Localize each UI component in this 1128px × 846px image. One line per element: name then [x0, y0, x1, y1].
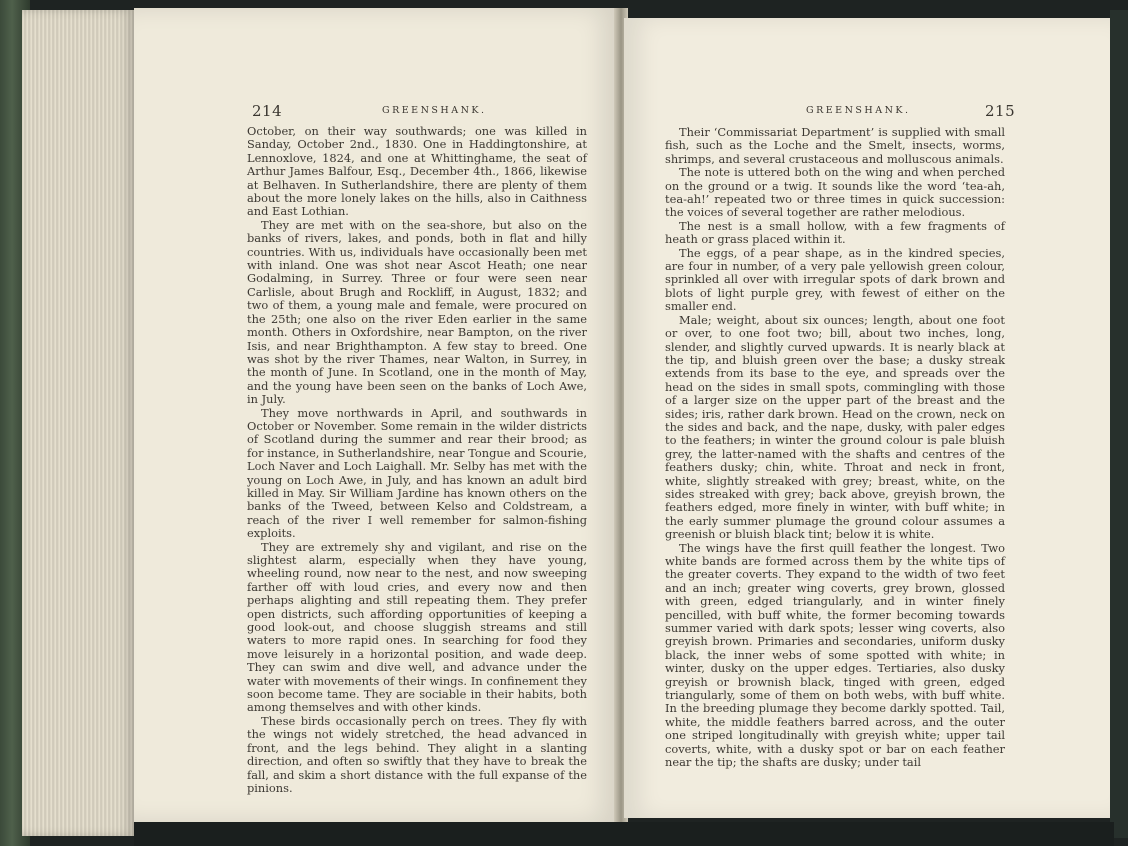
paragraph: They move northwards in April, and southwards in October or November. Some remain in the wilder districts of Scotland during the summer and rear their brood; as for instance, in Sutherlandshire, near Tongue and Scourie, Loch Naver and Loch Laighall. Mr. Selby has met with the young on Loch Awe, in July, and has known an adult bird killed in May. Sir William Jardine has known others on the banks of the Tweed, between Kelso and Coldstream, a reach of the river I well remember for salmon-fishing exploits. [247, 405, 587, 541]
paragraph: The wings have the first quill feather the longest. Two white bands are formed across them by the white tips of the greater coverts. They expand to the width of two feet and an inch; greater wing coverts, grey brown, glossed with green, edged triangularly, and in winter finely pencilled, with buff white, the former becoming towards summer varied with dark spots; lesser wing coverts, also greyish brown. Primaries and secondaries, uniform dusky black, the inner webs of some spotted with white; in winter, dusky on the upper edges. Tertiaries, also dusky greyish or brownish black, tinged with green, edged triangularly, some of them on both webs, with buff white. In the breeding plumage they become darkly spotted. Tail, white, the middle feathers barred across, and the outer one striped longitudinally with greyish white; upper tail coverts, white, with a dusky spot or bar on each feather near the tip; the shafts are dusky; under tail [665, 540, 1005, 770]
paragraph: The eggs, of a pear shape, as in the kindred species, are four in number, of a very pale yellowish green colour, sprinkled all over with irregular spots of dark brown and blots of light purple grey, with fewest of either on the smaller end. [665, 245, 1005, 314]
book-cover-right [1110, 10, 1128, 838]
paragraph: Male; weight, about six ounces; length, about one foot or over, to one foot two; bill, about two inches, long, slender, and slightly curved upwards. It is nearly black at the tip, and bluish green over the base; a dusky streak extends from its base to the eye, and spreads over the head on the sides in small spots, commingling with those of a larger size on the upper part of the breast and the sides; iris, rather dark brown. Head on the crown, neck on the sides and back, and the nape, dusky, with paler edges to the feathers; in winter the ground colour is pale bluish grey, the latter-named with the shafts and centres of the feathers dusky; chin, white. Throat and neck in front, white, slightly streaked with grey; breast, white, on the sides streaked with grey; back above, greyish brown, the feathers edged, more finely in winter, with buff white; in the early summer plumage the ground colour assumes a greenish or bluish black tint; below it is white. [665, 312, 1005, 542]
right-page [624, 18, 1112, 818]
paragraph: The nest is a small hollow, with a few fragments of heath or grass placed within it. [665, 218, 1005, 247]
paragraph: October, on their way southwards; one was killed in Sanday, October 2nd., 1830. One in Haddingtonshire, at Lennoxlove, 1824, and one at Whittinghame, the seat of Arthur James Balfour, Esq., December 4th., 1866, likewise at Belhaven. In Sutherlandshire, there are plenty of them about the more lonely lakes on the hills, also in Caithness and East Lothian. [247, 124, 587, 219]
left-page [134, 8, 620, 822]
text-column [247, 125, 587, 795]
paragraph: They are met with on the sea-shore, but also on the banks of rivers, lakes, and ponds, both in flat and hilly countries. With us, individuals have occasionally been met with inland. One was shot near Ascot Heath; one near Godalming, in Surrey. Three or four were seen near Carlisle, about Brugh and Rockliff, in August, 1832; and two of them, a young male and female, were procured on the 25th; one also on the river Eden earlier in the same month. Others in Oxfordshire, near Bampton, on the river Isis, and near Brighthampton. A few stay to breed. One was shot by the river Thames, near Walton, in Surrey, in the month of June. In Scotland, one in the month of May, and the young have been seen on the banks of Loch Awe, in July. [247, 217, 587, 407]
running-title: GREENSHANK. [382, 105, 487, 116]
text-column [665, 126, 1005, 770]
paragraph: Their ‘Commissariat Department’ is supplied with small fish, such as the Loche and the Smelt, insects, worms, shrimps, and several crustaceous and molluscous animals. [665, 125, 1005, 166]
page-number: 214 [252, 102, 283, 120]
paragraph: They are extremely shy and vigilant, and rise on the slightest alarm, especially when they have young, wheeling round, now near to the nest, and now sweeping farther off with loud cries, and every now and then perhaps alighting and still repeating them. They prefer open districts, such affording opportunities of keeping a good look-out, and choose sluggish streams and still waters to more rapid ones. In searching for food they move leisurely in a horizontal position, and wade deep. They can swim and dive well, and advance under the water with movements of their wings. In confinement they soon become tame. They are sociable in their habits, both among themselves and with other kinds. [247, 539, 587, 715]
background-shadow [134, 822, 1114, 846]
paragraph: The note is uttered both on the wing and when perched on the ground or a twig. It sounds like the word ‘tea-ah, tea-ah!’ repeated two or three times in quick succession: the voices of several together are rather melodious. [665, 165, 1005, 220]
page-edges [22, 10, 134, 836]
running-title: GREENSHANK. [806, 105, 911, 116]
paragraph: These birds occasionally perch on trees. They fly with the wings not widely stretched, the head advanced in front, and the legs behind. They alight in a slanting direction, and often so swiftly that they have to break the fall, and skim a short distance with the full expanse of the pinions. [247, 713, 587, 795]
page-number: 215 [985, 102, 1016, 120]
